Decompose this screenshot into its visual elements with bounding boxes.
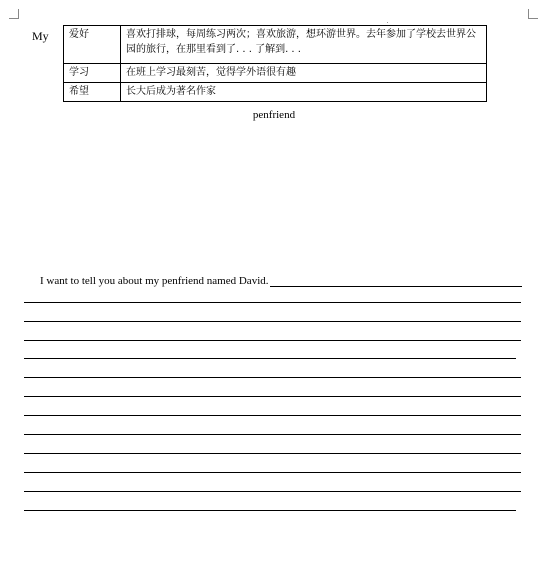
row-content-hobby: 喜欢打排球，每周练习两次；喜欢旅游，想环游世界。去年参加了学校去世界公园的旅行，在那里看到了. . . 了解到. . . xyxy=(121,26,487,64)
page-dot xyxy=(387,22,388,23)
penfriend-info-table xyxy=(63,25,487,102)
row-content-hope: 长大后成为著名作家 xyxy=(121,83,487,102)
page-corner-mark-top-right xyxy=(528,9,538,19)
label-my: My xyxy=(32,29,49,43)
writing-line xyxy=(24,302,521,303)
writing-blank xyxy=(270,274,523,287)
writing-line xyxy=(24,434,521,435)
table-row-study xyxy=(64,64,487,83)
writing-line xyxy=(24,472,521,473)
row-content-study: 在班上学习最刻苦，觉得学外语很有趣 xyxy=(121,64,487,83)
penfriend-title: penfriend xyxy=(252,109,296,121)
table-row-hope xyxy=(64,83,487,102)
writing-intro-text: I want to tell you about my penfriend named David. xyxy=(40,275,269,287)
writing-line xyxy=(24,510,516,511)
row-label-study: 学习 xyxy=(64,64,121,83)
row-label-hope: 希望 xyxy=(64,83,121,102)
table-row-hobby xyxy=(64,26,487,64)
writing-intro-line xyxy=(40,274,522,287)
writing-line xyxy=(24,453,521,454)
writing-line xyxy=(24,340,521,341)
writing-line xyxy=(24,415,521,416)
row-label-hobby: 爱好 xyxy=(64,26,121,64)
writing-line xyxy=(24,396,521,397)
writing-line xyxy=(24,358,516,359)
page-corner-mark-top-left xyxy=(9,9,19,19)
writing-line xyxy=(24,321,521,322)
writing-line xyxy=(24,491,521,492)
writing-line xyxy=(24,377,521,378)
